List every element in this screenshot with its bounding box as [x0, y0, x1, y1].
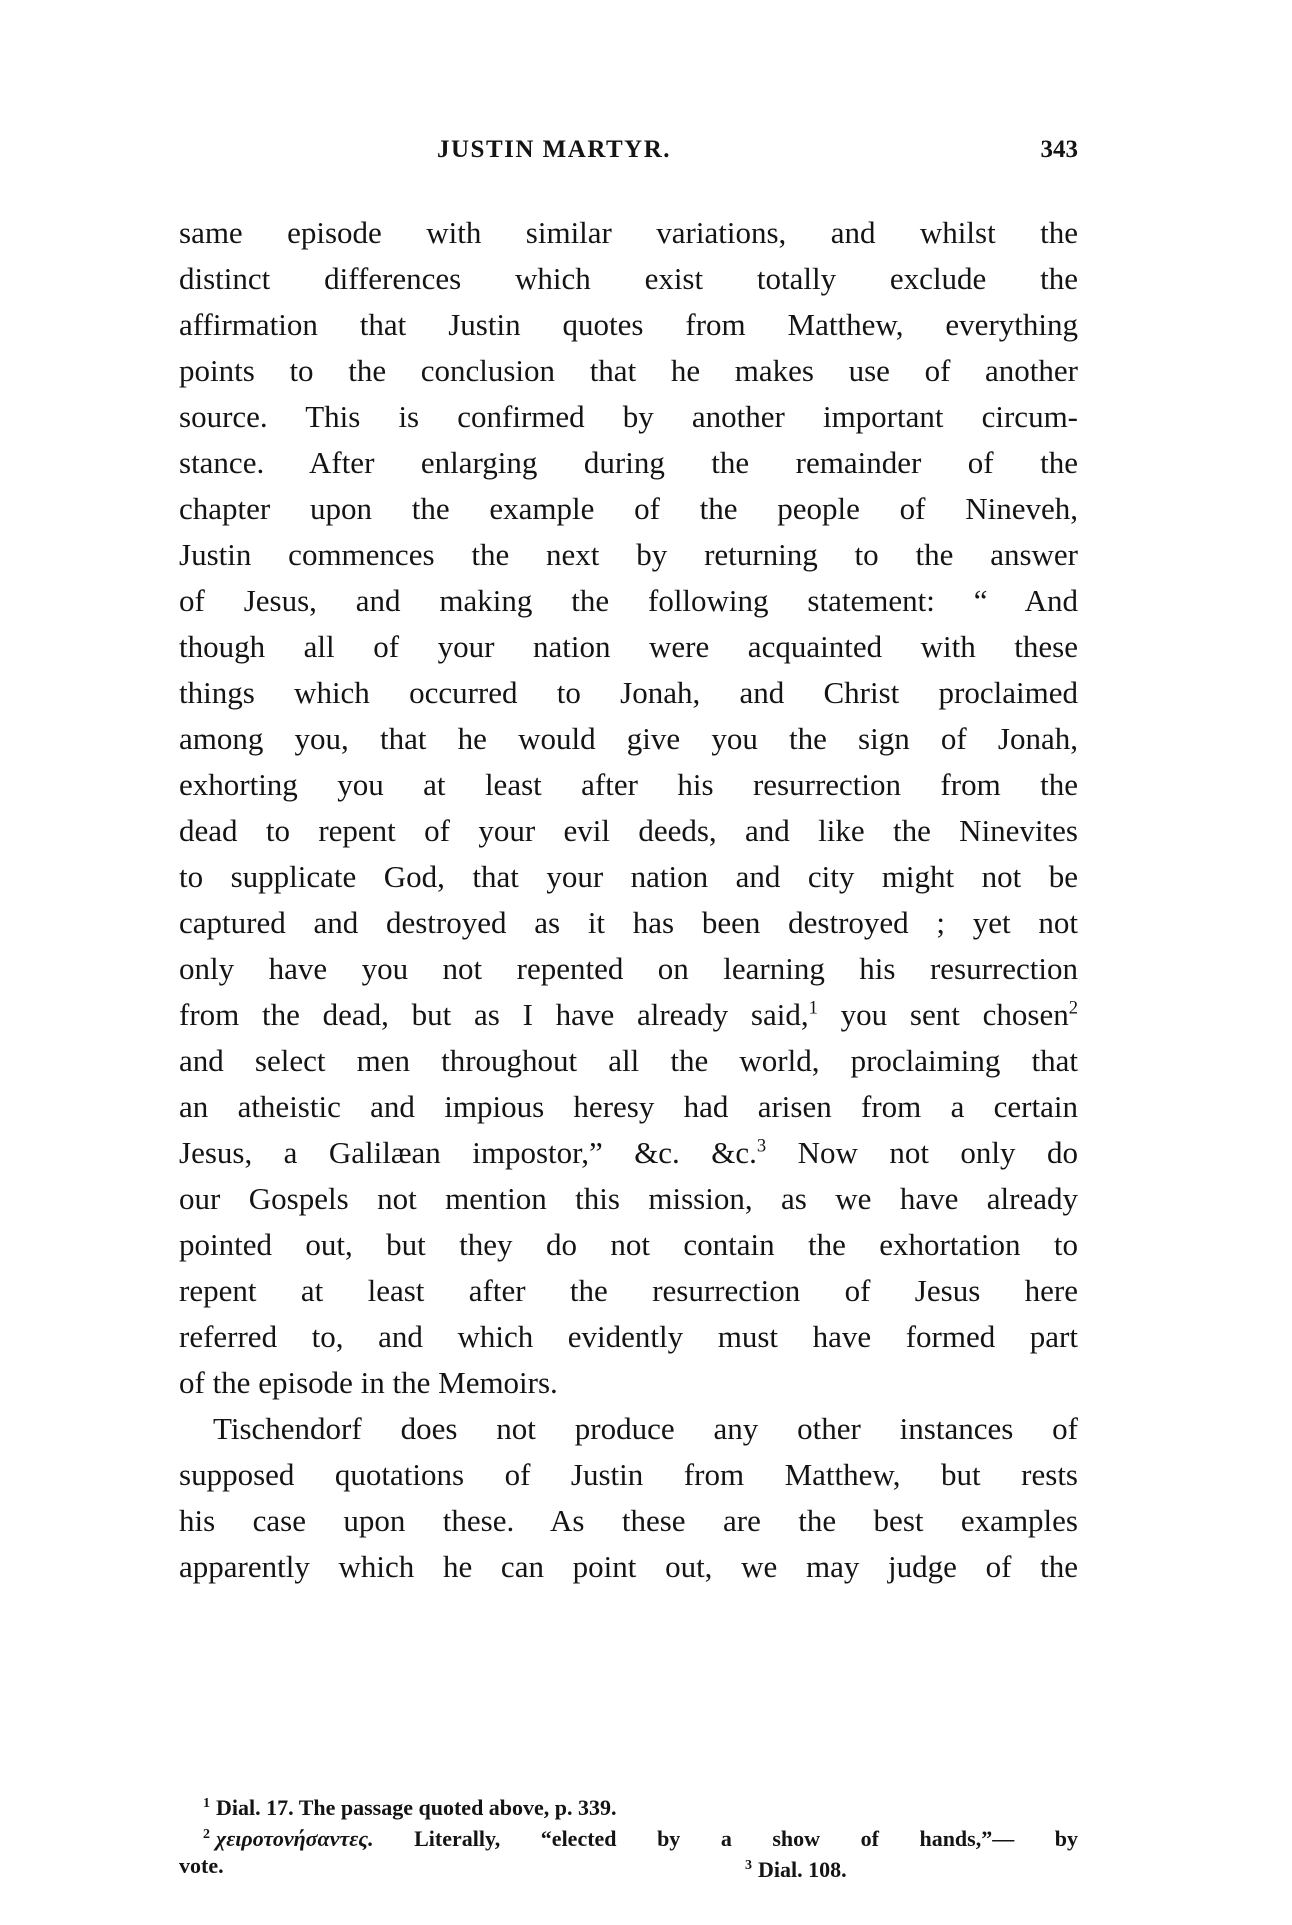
footnote-2-continuation: vote.	[179, 1853, 224, 1878]
footnote-text: Dial. 108.	[758, 1857, 847, 1882]
text-line: his case upon these. As these are the best examples	[179, 1503, 1078, 1538]
body-text	[179, 210, 1078, 1590]
text-line: things which occurred to Jonah, and Christ proclaimed	[179, 675, 1078, 710]
running-title: JUSTIN MARTYR.	[437, 136, 672, 163]
text-line: exhorting you at least after his resurrection from the	[179, 767, 1078, 802]
text-line: chapter upon the example of the people of Nineveh,	[179, 491, 1078, 526]
footnote-3	[745, 1850, 847, 1881]
text-line: to supplicate God, that your nation and city might not be	[179, 859, 1078, 894]
text-line: an atheistic and impious heresy had arisen from a certain	[179, 1089, 1078, 1124]
footnote-text: Dial. 17. The passage quoted above, p. 339.	[216, 1795, 617, 1820]
text-line: and select men throughout all the world, proclaiming that	[179, 1043, 1078, 1078]
text-line: stance. After enlarging during the remainder of the	[179, 445, 1078, 480]
footnote-ref-1[interactable]: 1	[808, 997, 818, 1019]
text-line: captured and destroyed as it has been destroyed ; yet not	[179, 905, 1078, 940]
text-line: of the episode in the Memoirs.	[179, 1365, 558, 1400]
text-line: though all of your nation were acquainted with these	[179, 629, 1078, 664]
text-line: referred to, and which evidently must have formed part	[179, 1319, 1078, 1354]
text-line: of Jesus, and making the following statement: “ And	[179, 583, 1078, 618]
paragraph-start-line: Tischendorf does not produce any other instances of	[213, 1411, 1078, 1446]
text-line: pointed out, but they do not contain the exhortation to	[179, 1227, 1078, 1262]
footnote-marker: 3	[745, 1858, 752, 1873]
text-line: affirmation that Justin quotes from Matthew, everything	[179, 307, 1078, 342]
footnote-text: Literally, “elected by a show of hands,”— by	[373, 1826, 1078, 1851]
text-line: only have you not repented on learning his resurrection	[179, 951, 1078, 986]
text-line: Jesus, a Galilæan impostor,” &c. &c.$^3$ Now not only do	[179, 1135, 1078, 1170]
text-line: distinct differences which exist totally exclude the	[179, 261, 1078, 296]
text-line: Justin commences the next by returning to the answer	[179, 537, 1078, 572]
text-line: among you, that he would give you the sign of Jonah,	[179, 721, 1078, 756]
text-line: source. This is confirmed by another important circum-	[179, 399, 1078, 434]
text-line: dead to repent of your evil deeds, and like the Ninevites	[179, 813, 1078, 848]
footnote-ref-3[interactable]: 3	[756, 1135, 767, 1157]
text-line: from the dead, but as I have already said,$^1$ you sent chosen$^2$	[179, 997, 1079, 1032]
footnote-marker: 1	[203, 1796, 210, 1811]
text-line: same episode with similar variations, and whilst the	[179, 215, 1078, 250]
page-number: 343	[1040, 136, 1078, 163]
text-line: repent at least after the resurrection of Jesus here	[179, 1273, 1078, 1308]
footnote-1	[179, 1788, 1078, 1819]
greek-term: χειροτονήσαντες.	[216, 1826, 374, 1851]
text-line: our Gospels not mention this mission, as we have already	[179, 1181, 1078, 1216]
text-line: apparently which he can point out, we may judge of the	[179, 1549, 1078, 1584]
running-head	[179, 136, 1078, 176]
text-line: points to the conclusion that he makes use of another	[179, 353, 1078, 388]
footnote-2	[179, 1819, 1078, 1850]
footnote-ref-2[interactable]: 2	[1068, 997, 1079, 1019]
footnote-marker: 2	[203, 1827, 210, 1842]
text-line: supposed quotations of Justin from Matthew, but rests	[179, 1457, 1078, 1492]
footnotes	[179, 1788, 1078, 1881]
